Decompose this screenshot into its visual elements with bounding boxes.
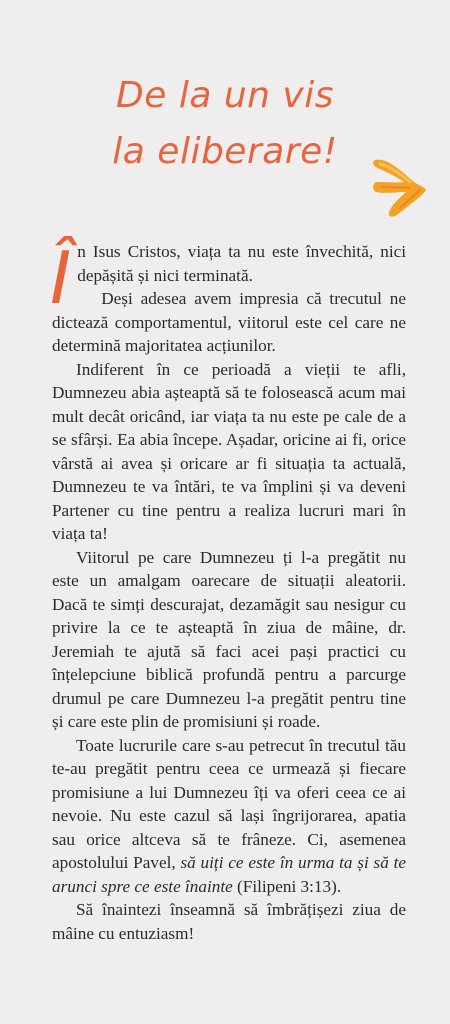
drop-cap: Î bbox=[50, 236, 72, 320]
paragraph-3: Indiferent în ce perioadă a vieții te afli, Dumnezeu abia așteaptă să te folosească acum mai mult decât oricând, iar viața ta nu este pe cale de a se sfârși. Ea abia începe. Așadar, oricine ai fi, orice vârstă ai avea și oricare ar fi situația ta actuală, Dumnezeu te va întări, te va împlini și va deveni Partener cu tine pentru a realiza lucruri mari în viața ta! bbox=[52, 359, 406, 543]
bible-quote: să uiți ce este în urma ta și să te arunci spre ce este înainte bbox=[52, 853, 406, 896]
paragraph-4: Viitorul pe care Dumnezeu ți l-a pregătit nu este un amalgam oarecare de situații aleatorii. Dacă te simți descurajat, dezamăgit sau nesigur cu privire la ce te așteaptă în ziua de mâine, dr. Jeremiah te ajută să faci acei pași practici cu înțelepciune biblică profundă pentru a parcurge drumul pe care Dumnezeu l-a pregătit pentru tine și care este plin de promisiuni și roade. bbox=[52, 547, 406, 731]
bible-reference: (Filipeni 3:13). bbox=[232, 876, 342, 896]
paragraph-1 bbox=[50, 236, 406, 320]
paragraph-5 bbox=[52, 734, 406, 899]
paragraph-1-text: n Isus Cristos, viața ta nu este învechită, nici depășită și nici terminată. bbox=[77, 242, 406, 285]
title-line-2: la eliberare! bbox=[112, 131, 338, 173]
paragraph-5-text: Toate lucrurile care s-au petrecut în trecutul tău te-au pregătit pentru ceea ce urmează și fiecare promisiune a lui Dumnezeu îți va oferi ceea ce ai nevoie. Nu este cazul să lași îngrijorarea, apatia sau orice altceva să te frâneze. Ci, asemenea apostolului Pavel, bbox=[52, 735, 406, 872]
arrow-right-icon bbox=[370, 152, 430, 222]
body-text bbox=[50, 236, 406, 945]
title-line-1: De la un vis bbox=[116, 75, 334, 117]
paragraph-6: Să înaintezi înseamnă să îmbrățișezi ziua de mâine cu entuziasm! bbox=[52, 900, 406, 943]
paragraph-2: Deși adesea avem impresia că trecutul ne dictează comportamentul, viitorul este cel care ne determină majoritatea acțiunilor. bbox=[52, 289, 406, 355]
